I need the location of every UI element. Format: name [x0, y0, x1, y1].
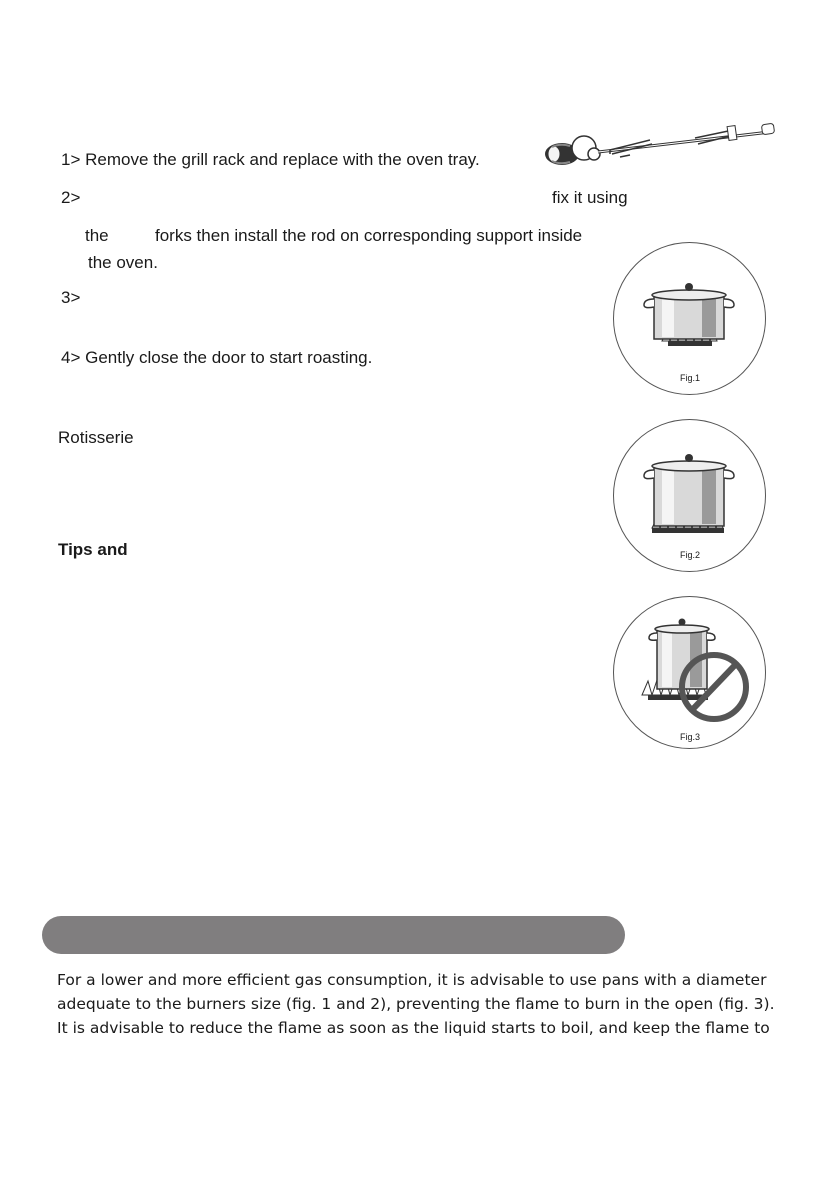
step-1: 1> Remove the grill rack and replace with the oven tray.	[61, 150, 480, 169]
step-2-rest: forks then install the rod on corresponding support inside	[155, 226, 583, 245]
fig-3-label: Fig.3	[680, 732, 701, 742]
rotisserie-heading: Rotisserie	[58, 428, 134, 447]
step-2-number: 2>	[61, 188, 81, 207]
figure-1	[612, 241, 767, 396]
step-4: 4> Gently close the door to start roasting.	[61, 348, 373, 367]
step-2-the: the	[85, 226, 109, 245]
fig-2-label: Fig.2	[680, 550, 701, 560]
paragraph-line-2: adequate to the burners size (fig. 1 and 2), preventing the flame to burn in the open (fig. 3).	[57, 995, 775, 1013]
fig-1-label: Fig.1	[680, 373, 701, 383]
step-2-line3: the oven.	[88, 253, 158, 272]
rotisserie-spit-illustration	[540, 118, 780, 178]
figure-2	[612, 418, 767, 573]
paragraph-line-3: It is advisable to reduce the flame as soon as the liquid starts to boil, and keep the flame to	[57, 1019, 770, 1037]
step-2-end: fix it using	[552, 188, 628, 207]
tips-heading: Tips and	[58, 540, 128, 559]
gas-consumption-paragraph	[57, 968, 797, 1040]
figure-3	[612, 595, 767, 750]
paragraph-line-1: For a lower and more efficient gas consumption, it is advisable to use pans with a diameter	[57, 971, 767, 989]
section-header-bar	[42, 916, 625, 954]
pot-too-small-icon	[612, 595, 767, 750]
step-3-number: 3>	[61, 288, 81, 307]
